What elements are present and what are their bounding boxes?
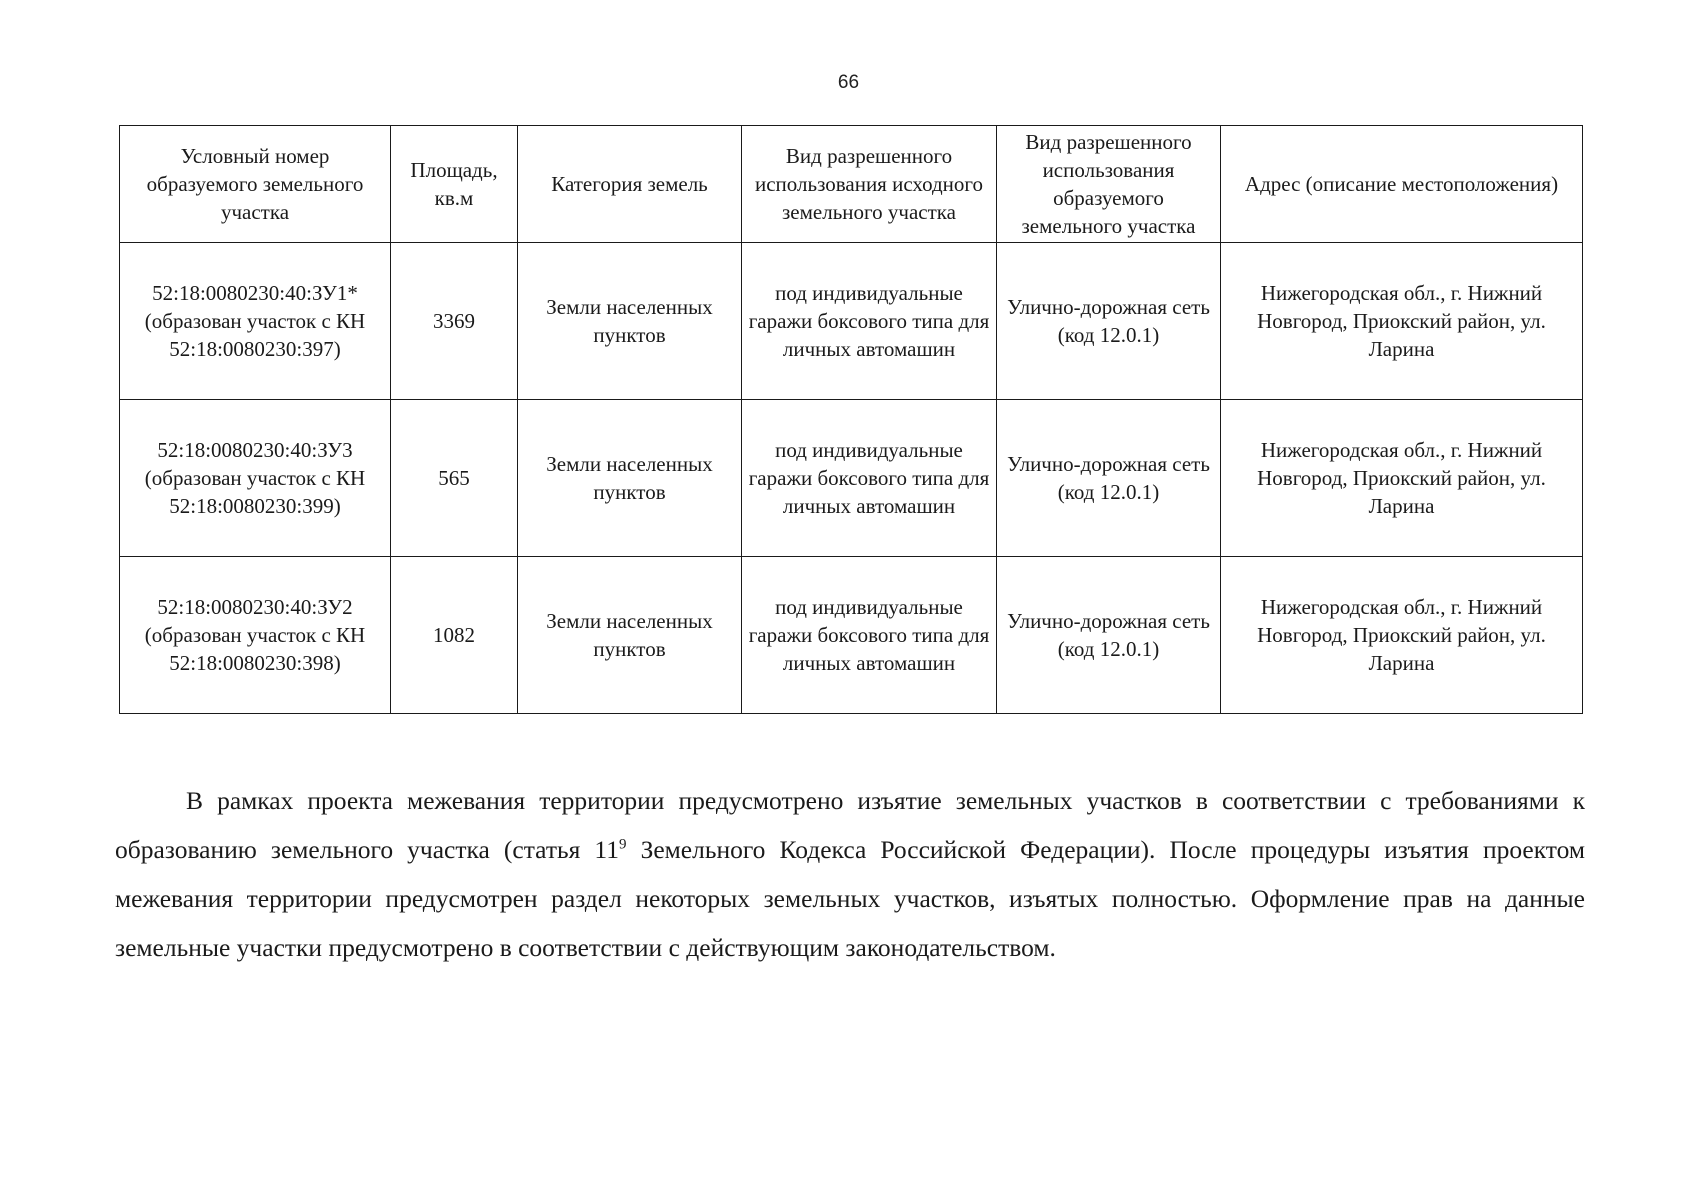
header-area: Площадь, кв.м [391,126,518,243]
cell-new-use: Улично-дорожная сеть (код 12.0.1) [997,400,1221,557]
header-address: Адрес (описание местоположения) [1221,126,1583,243]
plot-note: (образован участок с КН [144,466,366,490]
header-plot-number: Условный номер образуемого земельного участка [120,126,391,243]
header-new-use: Вид разрешенного использования образуемого земельного участка [997,126,1221,243]
table-row [120,400,1583,557]
cell-plot-number [120,243,391,400]
cell-land-category: Земли населенных пунктов [518,243,742,400]
plot-cadastral-number: 52:18:0080230:398) [169,651,341,675]
paragraph-text-part1: В рамках проекта межевания территории предусмотрено изъятие земельных участков в соответствии с требованиями к образованию земельного участка (статья 11 [115,786,1585,864]
cell-original-use: под индивидуальные гаражи боксового типа для личных автомашин [742,400,997,557]
plot-note: (образован участок с КН [144,623,366,647]
cell-land-category: Земли населенных пунктов [518,400,742,557]
page-number: 66 [837,72,860,93]
cell-plot-number [120,557,391,714]
paragraph-text-part2: Земельного Кодекса Российской Федерации). После процедуры изъятия проектом межевания территории предусмотрен раздел некоторых земельных участков, изъятых полностью. Оформление прав на данные земельные участки предусмотрено в соответствии с действующим законодательством. [115,835,1585,962]
header-land-category: Категория земель [518,126,742,243]
plot-note: (образован участок с КН [144,309,366,333]
cell-address: Нижегородская обл., г. Нижний Новгород, Приокский район, ул. Ларина [1221,243,1583,400]
plot-cadastral-number: 52:18:0080230:399) [169,494,341,518]
cell-land-category: Земли населенных пунктов [518,557,742,714]
body-paragraph [115,776,1585,972]
table-row [120,557,1583,714]
cell-area: 565 [391,400,518,557]
cell-area: 3369 [391,243,518,400]
cell-area: 1082 [391,557,518,714]
table-header-row [120,126,1583,243]
header-original-use: Вид разрешенного использования исходного земельного участка [742,126,997,243]
cell-original-use: под индивидуальные гаражи боксового типа для личных автомашин [742,243,997,400]
plot-number: 52:18:0080230:40:ЗУ3 [157,438,353,462]
cell-new-use: Улично-дорожная сеть (код 12.0.1) [997,243,1221,400]
cell-original-use: под индивидуальные гаражи боксового типа для личных автомашин [742,557,997,714]
plot-number: 52:18:0080230:40:ЗУ1* [152,281,358,305]
plot-cadastral-number: 52:18:0080230:397) [169,337,341,361]
table-row [120,243,1583,400]
cell-address: Нижегородская обл., г. Нижний Новгород, Приокский район, ул. Ларина [1221,557,1583,714]
cell-new-use: Улично-дорожная сеть (код 12.0.1) [997,557,1221,714]
article-superscript: 9 [618,836,627,853]
land-plots-table [119,125,1583,714]
plot-number: 52:18:0080230:40:ЗУ2 [157,595,353,619]
cell-plot-number [120,400,391,557]
cell-address: Нижегородская обл., г. Нижний Новгород, Приокский район, ул. Ларина [1221,400,1583,557]
